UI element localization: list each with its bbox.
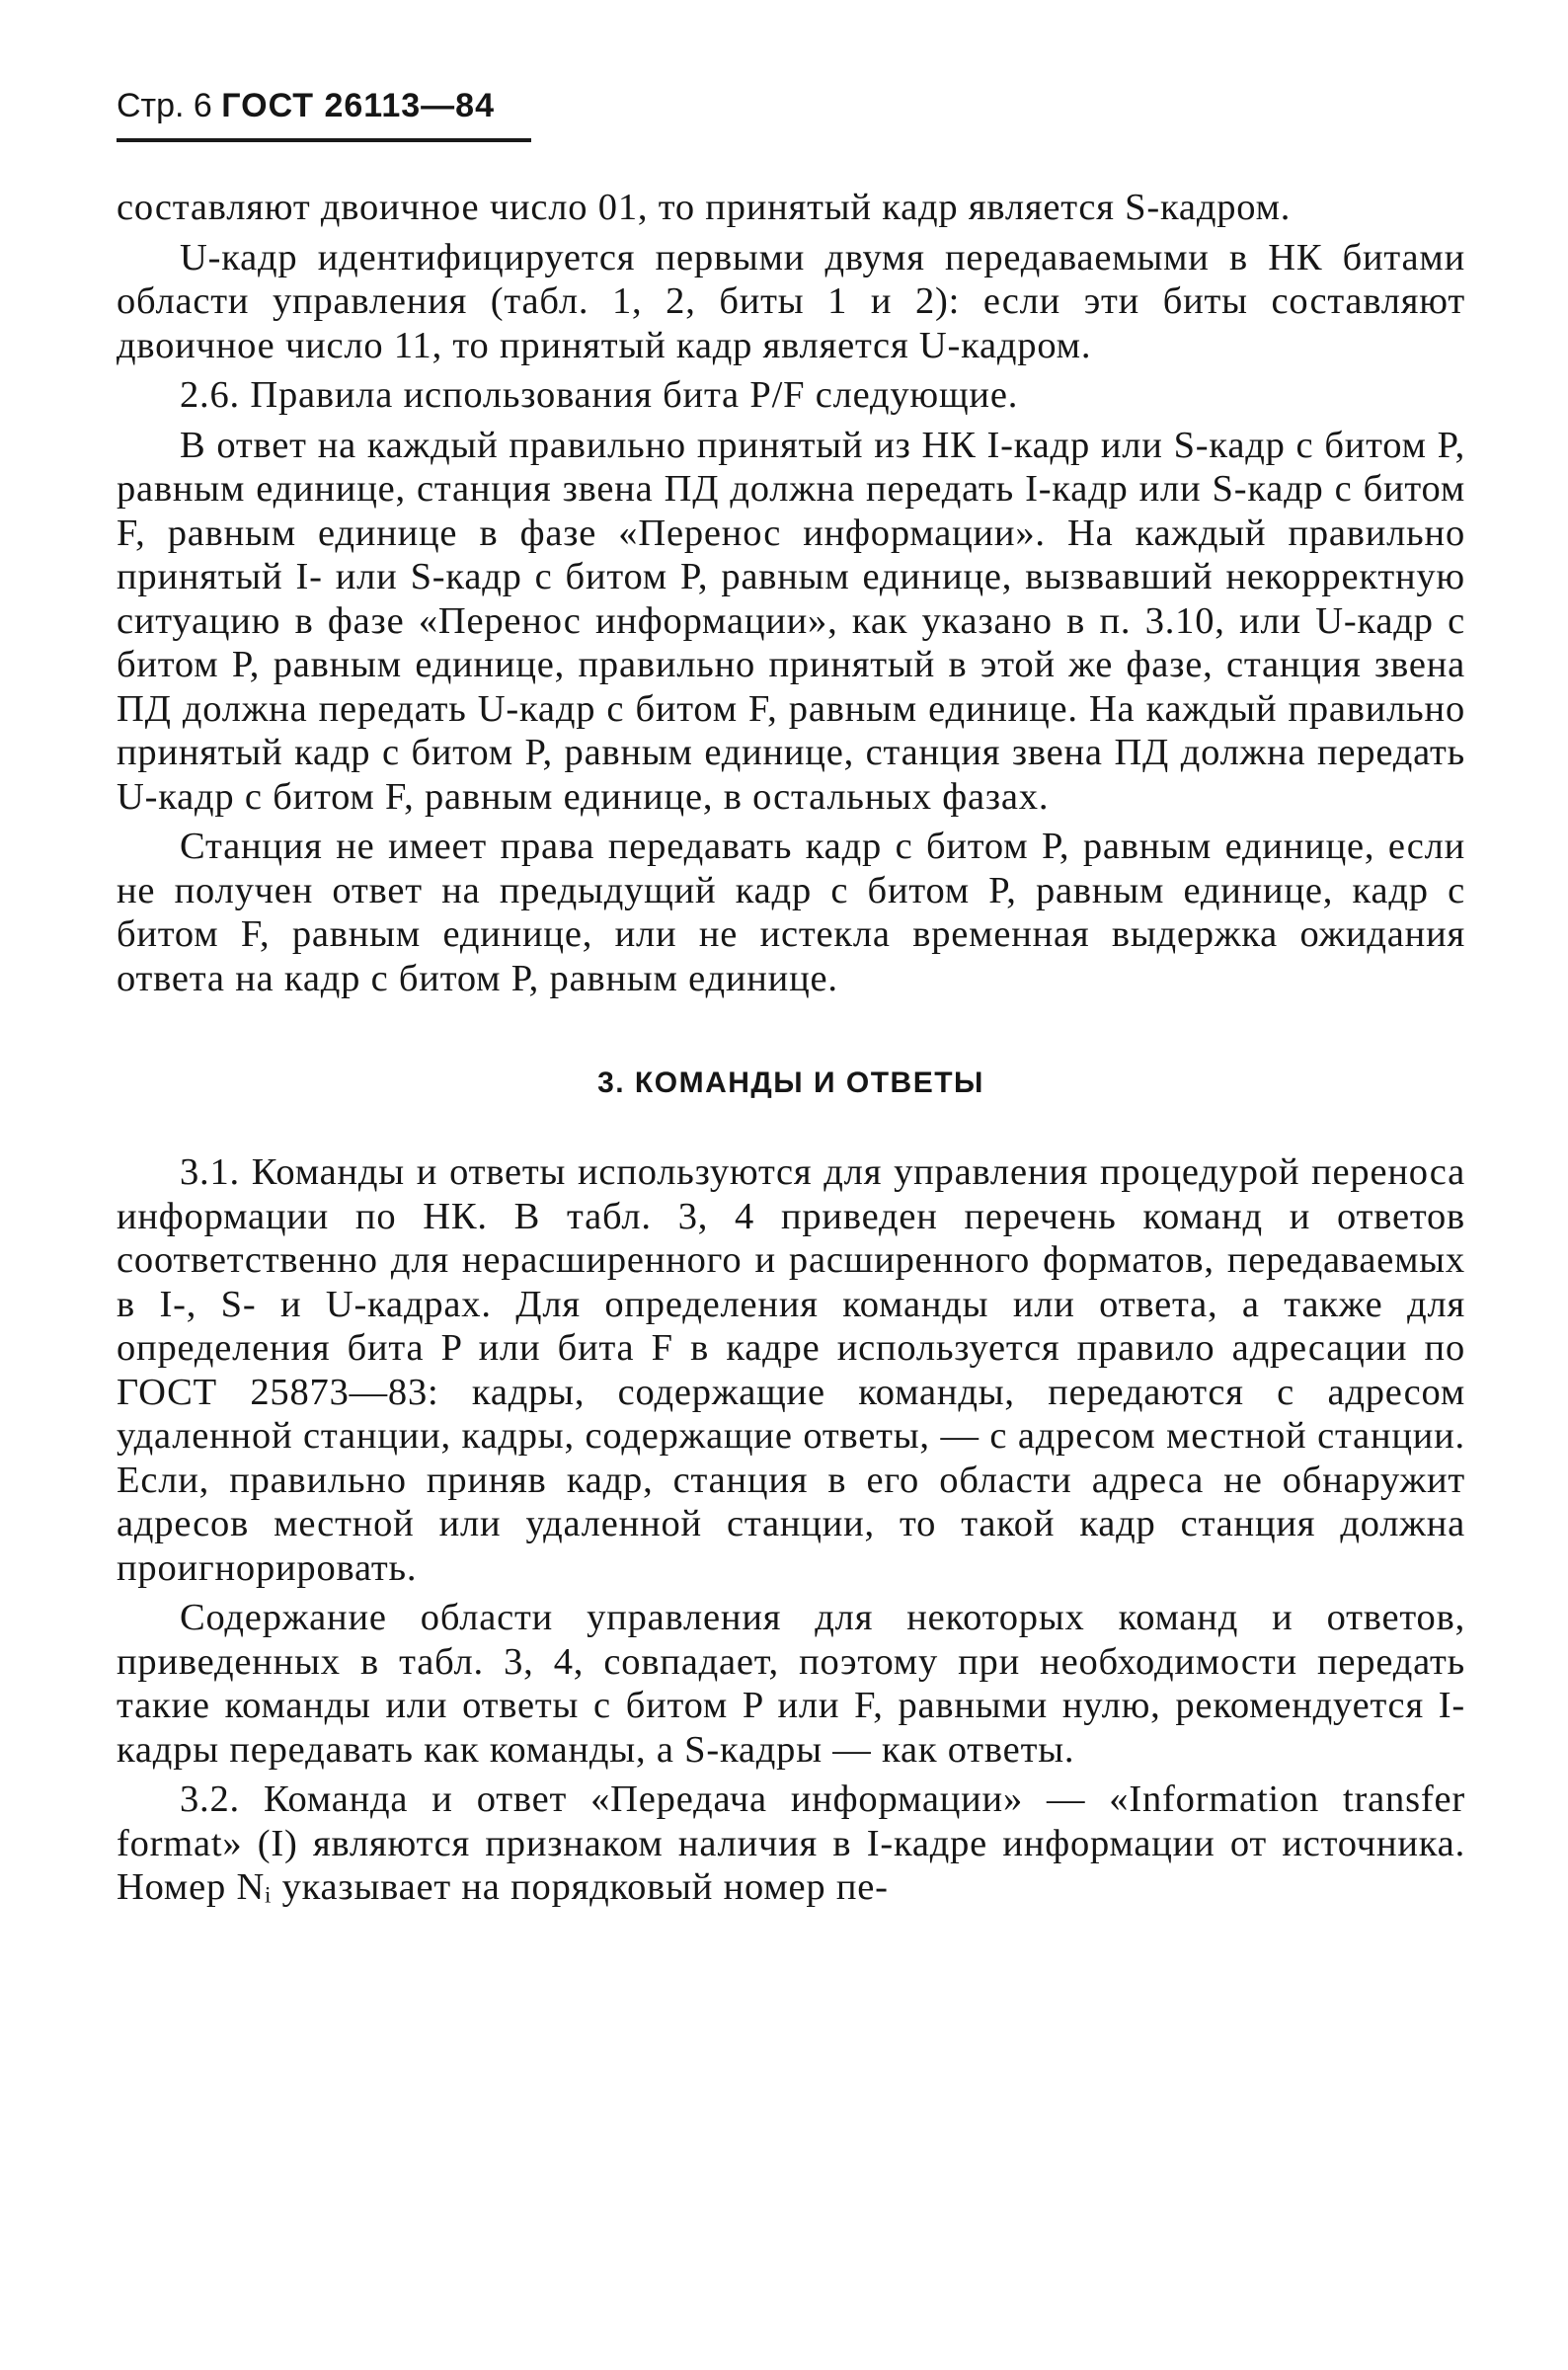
paragraph-clause-3-2: 3.2. Команда и ответ «Передача информации» — «Information transfer format» (I) являются признаком наличия в I-кадре информации от источника. Номер Nᵢ указывает на порядковый номер пе- xyxy=(117,1778,1465,1908)
paragraph-u-frame-identification: U-кадр идентифицируется первыми двумя передаваемыми в НК битами области управления (табл. 1, 2, биты 1 и 2): если эти биты составляют двоичное число 11, то принятый кадр является U-кадром. xyxy=(117,236,1465,366)
paragraph-continuation: составляют двоичное число 01, то принятый кадр является S-кадром. xyxy=(117,187,1292,228)
paragraph-clause-2-6: 2.6. Правила использования бита P/F следующие. xyxy=(180,374,1019,416)
paragraph-p-bit-restriction: Станция не имеет права передавать кадр с битом P, равным единице, если не получен ответ на предыдущий кадр с битом P, равным единице, кадр с битом F, равным единице, или не истекла временная выдержка ожидания ответа на кадр с битом P, равным единице. xyxy=(117,826,1465,999)
body-text xyxy=(117,186,1465,1916)
paragraph-clause-3-1: 3.1. Команды и ответы используются для управления процедурой переноса информации по НК. В табл. 3, 4 приведен перечень команд и ответов соответственно для нерасширенного и расширенного форматов, передаваемых в I-, S- и U-кадрах. Для определения команды или ответа, а также для определения бита P или бита F в кадре используется правило адресации по ГОСТ 25873—83: кадры, содержащие команды, передаются с адресом удаленной станции, кадры, содержащие ответы, — с адресом местной станции. Если, правильно приняв кадр, станция в его области адреса не обнаружит адресов местной или удаленной станции, то такой кадр станция должна проигнорировать. xyxy=(117,1151,1465,1589)
section-heading: 3. КОМАНДЫ И ОТВЕТЫ xyxy=(597,1066,984,1099)
paragraph-pf-response-rules: В ответ на каждый правильно принятый из НК I-кадр или S-кадр с битом P, равным единице, станция звена ПД должна передать I-кадр или S-кадр с битом F, равным единице в фазе «Перенос информации». На каждый правильно принятый I- или S-кадр с битом P, равным единице, вызвавший некорректную ситуацию в фазе «Перенос информации», как указано в п. 3.10, или U-кадр с битом P, равным единице, правильно принятый в этой же фазе, станция звена ПД должна передать U-кадр с битом F, равным единице. На каждый правильно принятый кадр с битом P, равным единице, станция звена ПД должна передать U-кадр с битом F, равным единице, в остальных фазах. xyxy=(117,424,1465,818)
paragraph-control-field-content: Содержание области управления для некоторых команд и ответов, приведенных в табл. 3, 4, совпадает, поэтому при необходимости передать такие команды или ответы с битом P или F, равными нулю, рекомендуется I-кадры передавать как команды, а S-кадры — как ответы. xyxy=(117,1597,1465,1771)
page-number: Стр. 6 xyxy=(117,87,212,124)
standard-designation: ГОСТ 26113—84 xyxy=(221,87,495,124)
running-header xyxy=(117,81,531,142)
